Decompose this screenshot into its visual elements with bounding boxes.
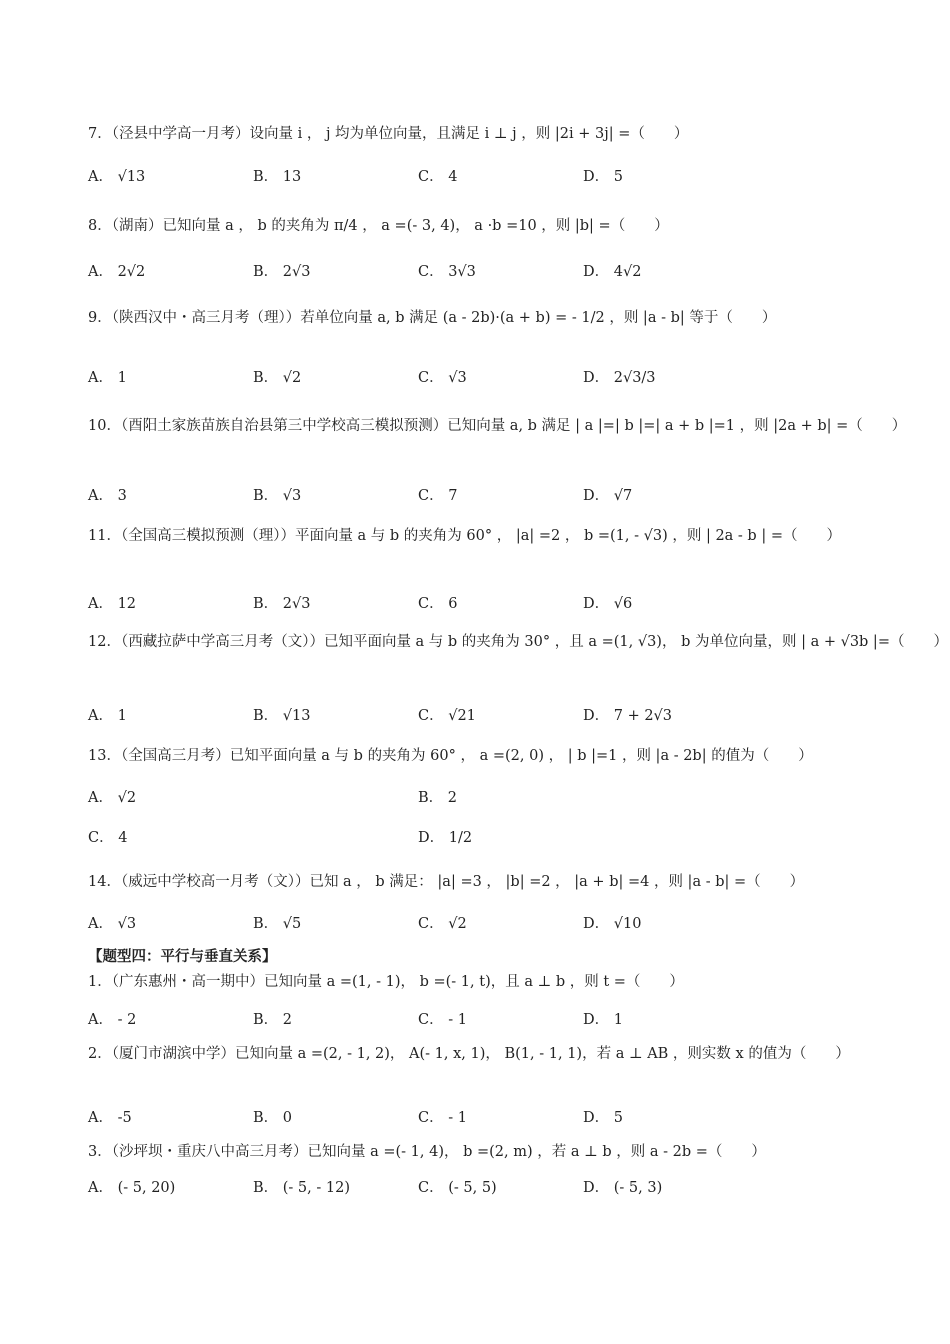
option-a: A． √2 <box>88 790 137 806</box>
options-11 <box>88 592 868 618</box>
options-12 <box>88 704 868 730</box>
option-c: C． - 1 <box>418 1012 467 1028</box>
question-7: 7．（泾县中学高一月考）设向量 i ， j 均为单位向量，且满足 i ⊥ j ，则 |2i + 3j| =（ ） <box>88 126 689 142</box>
option-b: B． √5 <box>253 916 302 932</box>
option-d: D． √6 <box>583 596 633 612</box>
option-b: B． 0 <box>253 1110 292 1126</box>
question-11: 11．（全国高三模拟预测（理））平面向量 a 与 b 的夹角为 60° ， |a| =2 ， b =(1, - √3) ，则 | 2a - b | =（ ） <box>88 528 841 544</box>
option-a: A． √3 <box>88 916 137 932</box>
question-s4-3: 3．（沙坪坝・重庆八中高三月考）已知向量 a =(- 1, 4)， b =(2, m) ，若 a ⊥ b ，则 a - 2b =（ ） <box>88 1144 766 1160</box>
question-10: 10．（酉阳土家族苗族自治县第三中学校高三模拟预测）已知向量 a, b 满足 | a |=| b |=| a + b |=1 ，则 |2a + b| =（ ） <box>88 418 907 434</box>
options-s4-1 <box>88 1008 868 1034</box>
option-d: D． √10 <box>583 916 642 932</box>
option-d: D． 5 <box>583 169 623 185</box>
option-b: B． 2√3 <box>253 596 311 612</box>
options-8 <box>88 260 868 286</box>
question-8: 8．（湖南）已知向量 a ， b 的夹角为 π/4 ， a =(- 3, 4)， a ·b =10 ，则 |b| =（ ） <box>88 218 669 234</box>
option-a: A． - 2 <box>88 1012 137 1028</box>
option-a: A． 1 <box>88 708 127 724</box>
question-s4-2: 2．（厦门市湖滨中学）已知向量 a =(2, - 1, 2)， A(- 1, x, 1)， B(1, - 1, 1)，若 a ⊥ AB ，则实数 x 的值为（ ） <box>88 1046 850 1062</box>
option-a: A． 12 <box>88 596 137 612</box>
option-b: B． (- 5, - 12) <box>253 1180 350 1196</box>
option-a: A． 1 <box>88 370 127 386</box>
option-a: A． 2√2 <box>88 264 146 280</box>
option-c: C． 4 <box>88 830 128 846</box>
option-d: D． √7 <box>583 488 633 504</box>
option-d: D． 1 <box>583 1012 623 1028</box>
option-a: A． (- 5, 20) <box>88 1180 176 1196</box>
option-a: A． 3 <box>88 488 127 504</box>
options-13-row2 <box>88 826 868 852</box>
option-d: D． 1/2 <box>418 830 473 846</box>
option-c: C． (- 5, 5) <box>418 1180 497 1196</box>
options-7 <box>88 165 868 191</box>
option-d: D． 2√3/3 <box>583 370 656 386</box>
section-heading: 【题型四：平行与垂直关系】 <box>88 948 277 965</box>
question-13: 13．（全国高三月考）已知平面向量 a 与 b 的夹角为 60° ， a =(2, 0) ， | b |=1 ，则 |a - 2b| 的值为（ ） <box>88 748 813 764</box>
option-c: C． - 1 <box>418 1110 467 1126</box>
option-b: B． √2 <box>253 370 302 386</box>
option-a: A． -5 <box>88 1110 132 1126</box>
option-c: C． √3 <box>418 370 467 386</box>
options-10 <box>88 484 868 510</box>
question-9: 9．（陕西汉中・高三月考（理））若单位向量 a, b 满足 (a - 2b)·(a + b) = - 1/2 ，则 |a - b| 等于（ ） <box>88 310 777 326</box>
option-d: D． (- 5, 3) <box>583 1180 663 1196</box>
options-s4-3 <box>88 1176 868 1202</box>
option-c: C． 3√3 <box>418 264 476 280</box>
options-9 <box>88 366 868 392</box>
option-b: B． √13 <box>253 708 311 724</box>
option-b: B． 2 <box>418 790 457 806</box>
option-c: C． 6 <box>418 596 458 612</box>
options-13-row1 <box>88 786 868 812</box>
question-s4-1: 1．（广东惠州・高一期中）已知向量 a =(1, - 1)， b =(- 1, t)，且 a ⊥ b ，则 t =（ ） <box>88 974 684 990</box>
question-14: 14．（威远中学校高一月考（文））已知 a ， b 满足： |a| =3 ， |b| =2 ， |a + b| =4 ，则 |a - b| =（ ） <box>88 874 805 890</box>
option-a: A． √13 <box>88 169 146 185</box>
option-c: C． √21 <box>418 708 476 724</box>
options-s4-2 <box>88 1106 868 1132</box>
option-d: D． 4√2 <box>583 264 642 280</box>
option-d: D． 7 + 2√3 <box>583 708 673 724</box>
option-b: B． √3 <box>253 488 302 504</box>
option-c: C． 4 <box>418 169 458 185</box>
option-b: B． 2 <box>253 1012 292 1028</box>
option-c: C． 7 <box>418 488 458 504</box>
option-d: D． 5 <box>583 1110 623 1126</box>
option-b: B． 2√3 <box>253 264 311 280</box>
options-14 <box>88 912 868 938</box>
question-12: 12．（西藏拉萨中学高三月考（文））已知平面向量 a 与 b 的夹角为 30° ，且 a =(1, √3)， b 为单位向量，则 | a + √3b |=（ ） <box>88 634 948 650</box>
option-c: C． √2 <box>418 916 467 932</box>
option-b: B． 13 <box>253 169 302 185</box>
